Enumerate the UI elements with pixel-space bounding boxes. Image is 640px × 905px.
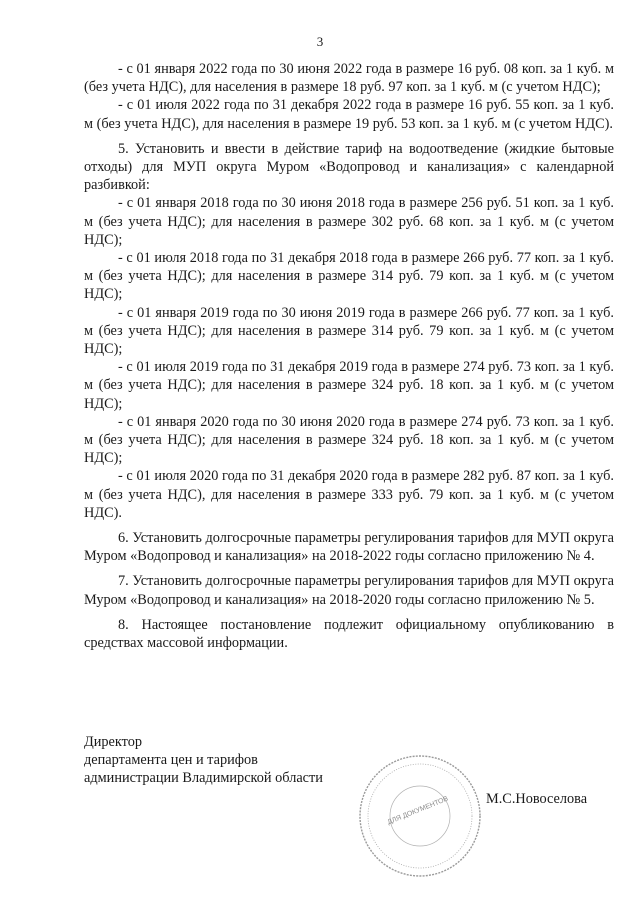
signature-block	[84, 733, 323, 788]
tariff-item: - с 01 июля 2020 года по 31 декабря 2020 года в размере 282 руб. 87 коп. за 1 куб. м (без учета НДС), для населения в размере 333 руб. 79 коп. за 1 куб. м (с учетом НДС).	[84, 468, 614, 521]
tariff-item: - с 01 июля 2019 года по 31 декабря 2019 года в размере 274 руб. 73 коп. за 1 куб. м (без учета НДС); для населения в размере 324 руб. 18 коп. за 1 куб. м (с учетом НДС);	[84, 359, 614, 412]
tariff-item: - с 01 июля 2018 года по 31 декабря 2018 года в размере 266 руб. 77 коп. за 1 куб. м (без учета НДС); для населения в размере 314 руб. 79 коп. за 1 куб. м (с учетом НДС);	[84, 250, 614, 303]
clause-7: 7. Установить долгосрочные параметры регулирования тарифов для МУП округа Муром «Водопровод и канализация» на 2018-2020 годы согласно приложению № 5.	[84, 573, 614, 608]
official-stamp	[356, 752, 484, 880]
signatory-name: М.С.Новоселова	[486, 791, 588, 807]
clause-8: 8. Настоящее постановление подлежит официальному опубликованию в средствах массовой информации.	[84, 616, 614, 652]
tariff-item: - с 01 июля 2022 года по 31 декабря 2022 года в размере 16 руб. 55 коп. за 1 куб. м (без учета НДС), для населения в размере 19 руб. 53 коп. за 1 куб. м (с учетом НДС).	[84, 97, 614, 132]
clause-5: 5. Установить и ввести в действие тариф на водоотведение (жидкие бытовые отходы) для МУП округа Муром «Водопровод и канализация» с календарной разбивкой:	[84, 140, 614, 194]
signatory-department: департамента цен и тарифов	[84, 752, 258, 769]
signatory-administration: администрации Владимирской области	[84, 770, 323, 787]
stamp-text: ДЛЯ ДОКУМЕНТОВ	[386, 795, 450, 827]
tariff-item: - с 01 января 2022 года по 30 июня 2022 года в размере 16 руб. 08 коп. за 1 куб. м (без учета НДС), для населения в размере 18 руб. 97 коп. за 1 куб. м (с учетом НДС);	[84, 61, 614, 96]
page-number: 3	[316, 34, 324, 49]
tariff-item: - с 01 января 2019 года по 30 июня 2019 года в размере 266 руб. 77 коп. за 1 куб. м (без учета НДС); для населения в размере 314 руб. 79 коп. за 1 куб. м (с учетом НДС);	[84, 304, 614, 358]
clause-6: 6. Установить долгосрочные параметры регулирования тарифов для МУП округа Муром «Водопровод и канализация» на 2018-2022 годы согласно приложению № 4.	[84, 530, 614, 565]
tariff-item: - с 01 января 2020 года по 30 июня 2020 года в размере 274 руб. 73 коп. за 1 куб. м (без учета НДС); для населения в размере 324 руб. 18 коп. за 1 куб. м (с учетом НДС);	[84, 413, 614, 467]
document-body	[84, 60, 614, 652]
signatory-position: Директор	[84, 734, 143, 750]
tariff-item: - с 01 января 2018 года по 30 июня 2018 года в размере 256 руб. 51 коп. за 1 куб. м (без учета НДС); для населения в размере 302 руб. 68 коп. за 1 куб. м (с учетом НДС);	[84, 195, 614, 248]
